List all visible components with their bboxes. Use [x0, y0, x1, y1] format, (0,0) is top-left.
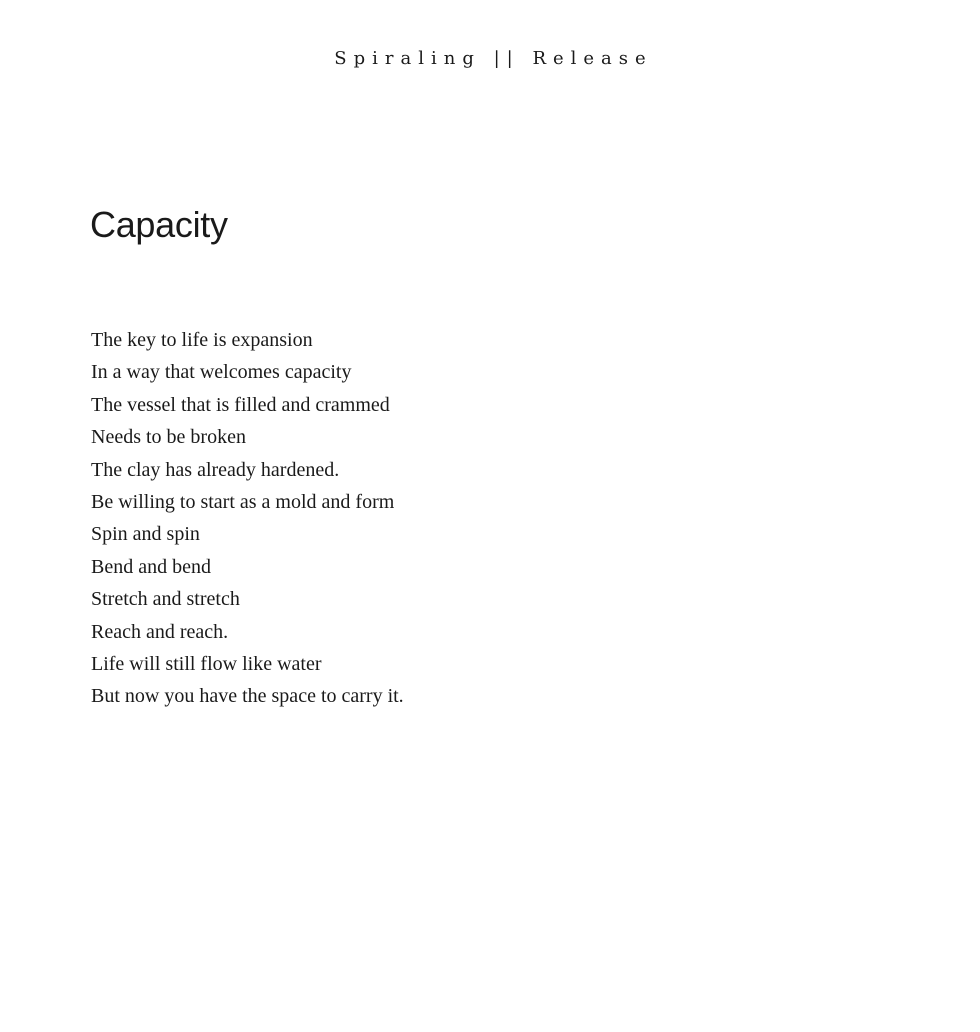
- poem-line: Be willing to start as a mold and form: [91, 490, 395, 513]
- poem-line: But now you have the space to carry it.: [91, 685, 404, 708]
- poem-line: Stretch and stretch: [91, 588, 240, 611]
- poem-line: The key to life is expansion: [91, 329, 313, 351]
- poem-line: The clay has already hardened.: [91, 458, 340, 481]
- poem-body: [91, 324, 791, 713]
- poem-line: Spin and spin: [91, 523, 200, 546]
- page-title: Capacity: [90, 204, 228, 245]
- poem-line: Life will still flow like water: [91, 652, 322, 675]
- poem-line: Bend and bend: [91, 555, 211, 578]
- poem-line: Needs to be broken: [91, 426, 246, 449]
- site-title-link[interactable]: Spiraling || Release: [334, 48, 653, 69]
- poem-line: Reach and reach.: [91, 620, 229, 643]
- poem-line: In a way that welcomes capacity: [91, 361, 352, 384]
- poem-line: The vessel that is filled and crammed: [91, 393, 390, 416]
- site-header: [0, 48, 980, 69]
